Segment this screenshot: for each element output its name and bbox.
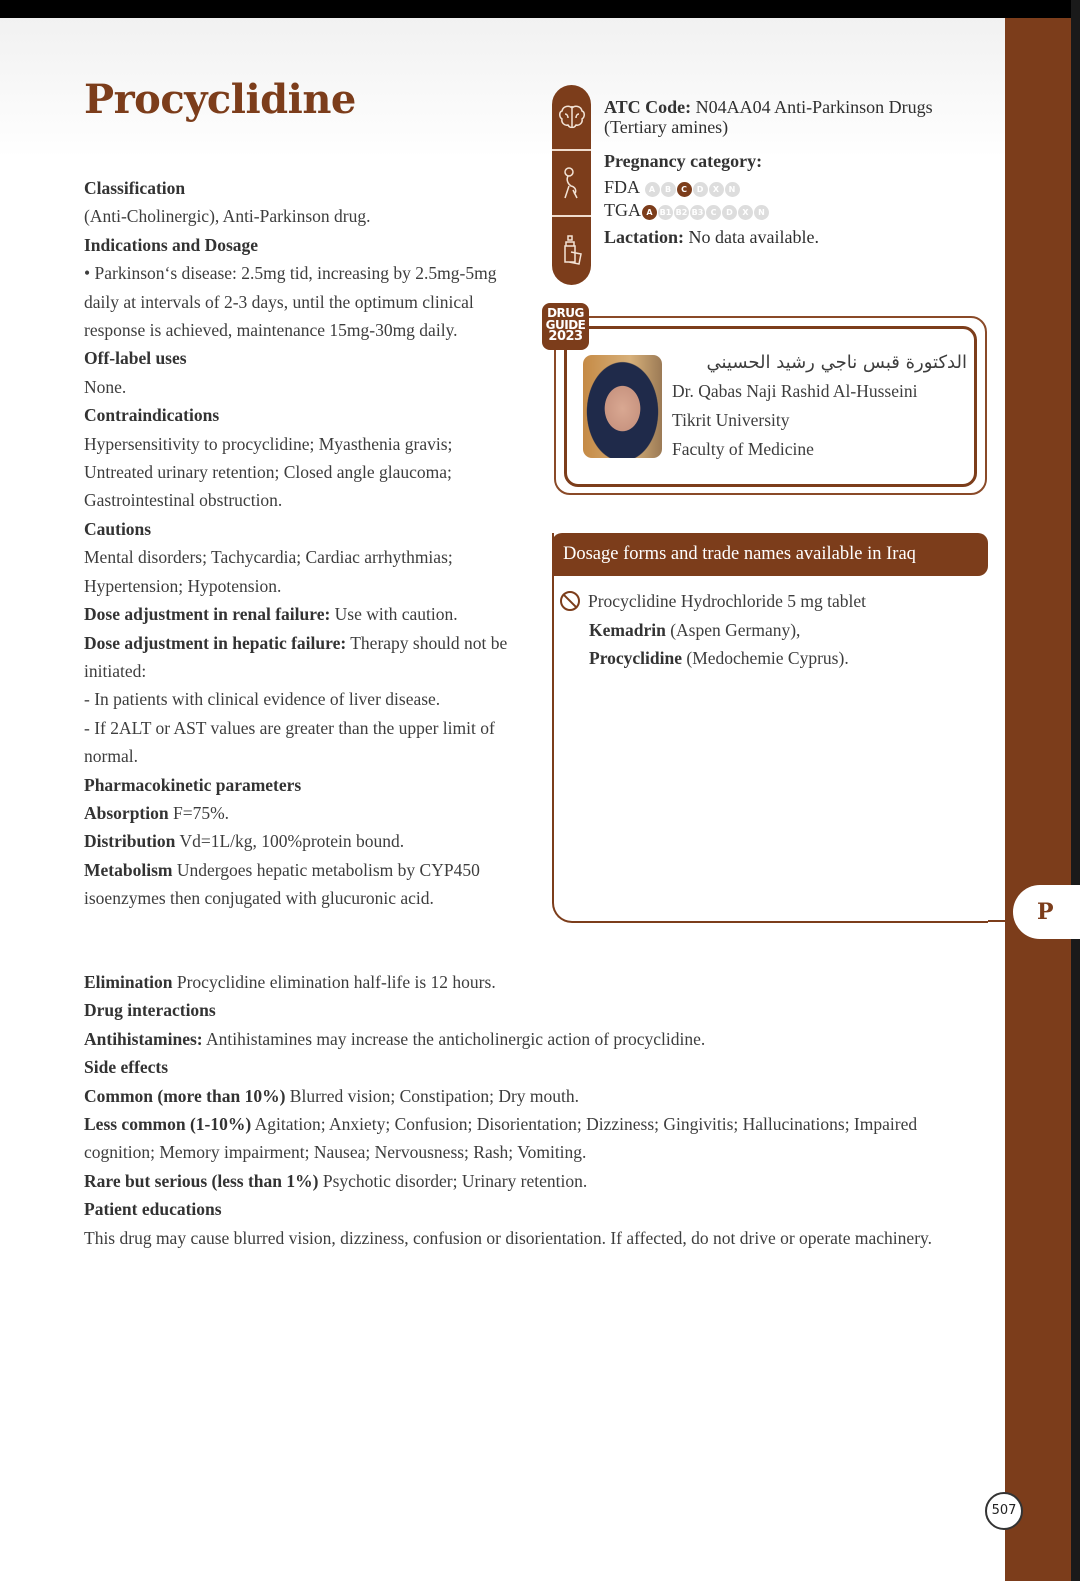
section-heading: Drug interactions	[84, 1000, 216, 1021]
category-badge-a: A	[645, 182, 660, 197]
field-label: Distribution	[84, 831, 176, 852]
section-heading: Cautions	[84, 518, 152, 539]
field-value: • Parkinson‘s disease: 2.5mg tid, increasing by 2.5mg-5mg daily at intervals of 2-3 days, until the optimum clinical response is achieved, maintenance 15mg-30mg daily.	[84, 263, 497, 341]
author-photo	[583, 355, 662, 458]
trade-maker: (Aspen Germany),	[665, 619, 801, 640]
alphabet-tab[interactable]: P	[1013, 885, 1080, 939]
field-label: Less common (1-10%)	[84, 1114, 252, 1135]
atc-label: ATC Code:	[604, 97, 692, 117]
section-text	[84, 543, 524, 600]
category-badge-n: N	[754, 205, 769, 220]
drug-guide-logo	[542, 303, 589, 350]
logo-text: GUIDE	[545, 318, 586, 332]
baby-bottle-icon	[552, 217, 591, 283]
brain-icon	[552, 85, 591, 151]
field-label: Common (more than 10%)	[84, 1085, 286, 1106]
dosage-header: Dosage forms and trade names available in Iraq	[552, 533, 988, 576]
side-strip	[1005, 18, 1071, 1581]
field-label: Dose adjustment in renal failure:	[84, 604, 331, 625]
field-value: Hypersensitivity to procyclidine; Myasthenia gravis; Untreated urinary retention; Closed angle glaucoma; Gastrointestinal obstruction.	[84, 433, 453, 511]
category-badge-b: B	[661, 182, 676, 197]
dosage-form: Procyclidine Hydrochloride 5 mg tablet	[588, 591, 866, 611]
trade-name: Procyclidine	[589, 648, 682, 668]
info-icon-pill	[552, 85, 591, 285]
field-value: Antihistamines may increase the anticholinergic action of procyclidine.	[202, 1028, 706, 1049]
trade-name-item	[560, 616, 866, 645]
field-label: Absorption	[84, 802, 169, 823]
field-value: (Anti-Cholinergic), Anti-Parkinson drug.	[84, 206, 371, 227]
field-label: Rare but serious (less than 1%)	[84, 1170, 319, 1191]
logo-text: DRUG	[547, 306, 584, 320]
section-heading: Side effects	[84, 1057, 169, 1078]
pregnancy-label: Pregnancy category:	[604, 151, 763, 171]
trade-name: Kemadrin	[589, 619, 666, 640]
category-badge-c: C	[677, 182, 692, 197]
author-university: Tikrit University	[672, 410, 790, 430]
tga-label: TGA	[604, 200, 641, 220]
top-bar	[0, 0, 1080, 18]
lactation-label: Lactation:	[604, 227, 684, 247]
category-badge-b2: B2	[674, 205, 689, 220]
category-badge-d: D	[693, 182, 708, 197]
field-value: Mental disorders; Tachycardia; Cardiac arrhythmias; Hypertension; Hypotension.	[84, 547, 453, 596]
field-label: Antihistamines:	[84, 1028, 203, 1049]
section-text	[84, 1082, 974, 1110]
section-text	[84, 1025, 974, 1053]
section-text	[84, 856, 524, 913]
not-available-icon	[560, 591, 580, 611]
section-heading: Off-label uses	[84, 348, 187, 369]
field-value: Blurred vision; Constipation; Dry mouth.	[285, 1085, 580, 1106]
author-name-arabic: الدكتورة قبس ناجي رشيد الحسيني	[706, 352, 967, 373]
author-name: Dr. Qabas Naji Rashid Al-Husseini	[672, 381, 918, 401]
drug-title: Procyclidine	[84, 76, 356, 123]
section-heading: Patient educations	[84, 1199, 222, 1220]
field-value: Vd=1L/kg, 100%protein bound.	[175, 831, 405, 852]
connector-line	[988, 920, 1010, 922]
section-text	[84, 968, 974, 996]
field-value: F=75%.	[168, 802, 230, 823]
section-text	[84, 685, 524, 713]
field-value: Psychotic disorder; Urinary retention.	[318, 1170, 588, 1191]
page-number: 507	[985, 1492, 1023, 1530]
drug-info	[604, 97, 933, 247]
section-text	[84, 1167, 974, 1195]
section-text	[84, 714, 524, 771]
section-heading: Classification	[84, 178, 186, 198]
category-badge-x: X	[709, 182, 724, 197]
section-heading: Pharmacokinetic parameters	[84, 774, 302, 795]
section-text	[84, 827, 524, 855]
pregnancy-icon	[552, 151, 591, 217]
atc-value: N04AA04 Anti-Parkinson Drugs	[691, 97, 933, 117]
section-text	[84, 259, 524, 344]
dosage-list	[560, 587, 866, 673]
field-value: - In patients with clinical evidence of liver disease.	[84, 689, 441, 710]
section-text	[84, 430, 524, 515]
section-text	[84, 202, 524, 230]
atc-subclass: (Tertiary amines)	[604, 117, 729, 137]
field-value: None.	[84, 376, 127, 397]
screen-edge	[1071, 0, 1080, 1581]
trade-maker: (Medochemie Cyprus).	[682, 648, 849, 668]
category-badge-x: X	[738, 205, 753, 220]
left-column	[84, 174, 524, 913]
field-value: This drug may cause blurred vision, dizziness, confusion or disorientation. If affected, do not drive or operate machinery.	[84, 1227, 933, 1248]
category-badge-c: C	[706, 205, 721, 220]
section-heading: Indications and Dosage	[84, 234, 259, 255]
lactation-value: No data available.	[684, 227, 819, 247]
section-text	[84, 1110, 974, 1167]
category-badge-b3: B3	[690, 205, 705, 220]
section-text	[84, 629, 524, 686]
tga-badges	[641, 200, 769, 220]
full-width-column	[84, 968, 974, 1252]
section-heading: Contraindications	[84, 405, 220, 426]
category-badge-a: A	[642, 205, 657, 220]
section-text	[84, 1224, 974, 1252]
field-value: - If 2ALT or AST values are greater than the upper limit of normal.	[84, 717, 495, 767]
field-value: Procyclidine elimination half-life is 12 hours.	[172, 972, 496, 992]
author-info	[672, 348, 967, 464]
fda-label: FDA	[604, 177, 640, 197]
category-badge-d: D	[722, 205, 737, 220]
field-value: Undergoes hepatic metabolism by CYP450 isoenzymes then conjugated with glucuronic acid.	[84, 859, 480, 909]
field-label: Elimination	[84, 972, 173, 992]
field-value: Use with caution.	[330, 604, 458, 625]
field-label: Metabolism	[84, 859, 173, 880]
field-value: Therapy should not be initiated:	[84, 632, 508, 681]
field-label: Dose adjustment in hepatic failure:	[84, 632, 347, 653]
section-text	[84, 600, 524, 628]
fda-badges	[644, 177, 740, 197]
trade-name-item	[560, 644, 866, 673]
category-badge-n: N	[725, 182, 740, 197]
field-value: Agitation; Anxiety; Confusion; Disorientation; Dizziness; Gingivitis; Hallucinations; Impaired cognition; Memory impairment; Nausea; Nervousness; Rash; Vomiting.	[84, 1114, 918, 1163]
section-text	[84, 799, 524, 827]
author-faculty: Faculty of Medicine	[672, 439, 814, 459]
logo-text: 2023	[548, 329, 583, 344]
category-badge-b1: B1	[658, 205, 673, 220]
section-text	[84, 373, 524, 401]
